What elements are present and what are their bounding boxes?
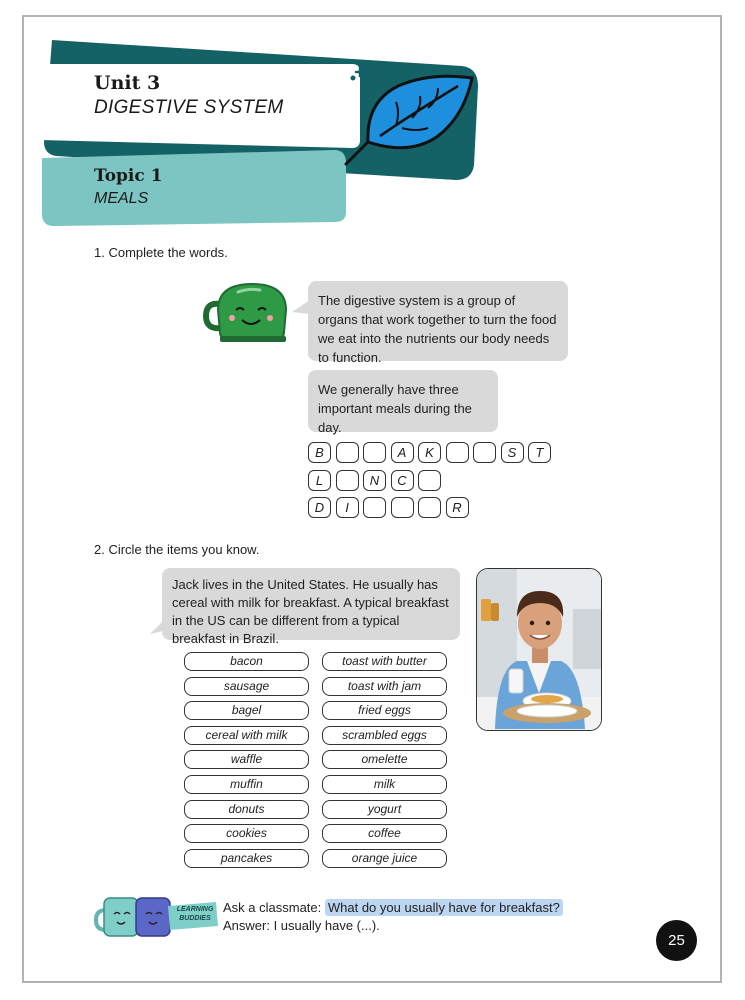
food-item[interactable]: cereal with milk: [184, 726, 309, 745]
topic-subtitle: MEALS: [94, 190, 149, 207]
food-item[interactable]: toast with butter: [322, 652, 447, 671]
word-puzzle: [308, 442, 568, 522]
answer-line: Answer: I usually have (...).: [223, 918, 380, 933]
speech-bubble-digestive: The digestive system is a group of organs that work together to turn the food we eat into the nutrients our body needs to function.: [308, 281, 568, 361]
letter-box: I: [336, 497, 359, 518]
letter-box-empty[interactable]: [418, 497, 441, 518]
topic-title: Topic 1: [94, 166, 163, 186]
food-item[interactable]: cookies: [184, 824, 309, 843]
food-item[interactable]: donuts: [184, 800, 309, 819]
food-item[interactable]: bacon: [184, 652, 309, 671]
letter-box: N: [363, 470, 386, 491]
letter-box: B: [308, 442, 331, 463]
ask-question: What do you usually have for breakfast?: [325, 899, 563, 916]
food-item[interactable]: fried eggs: [322, 701, 447, 720]
letter-box: L: [308, 470, 331, 491]
badge-line-1: LEARNING: [176, 906, 214, 913]
food-items-list: [184, 652, 449, 872]
food-item[interactable]: muffin: [184, 775, 309, 794]
cup-mascot-icon: [198, 280, 298, 346]
ask-prefix: Ask a classmate:: [223, 900, 325, 915]
page-number: 25: [656, 920, 697, 961]
letter-box-empty[interactable]: [418, 470, 441, 491]
food-item[interactable]: coffee: [322, 824, 447, 843]
boy-breakfast-photo: [476, 568, 602, 731]
letter-box: S: [501, 442, 524, 463]
letter-box: T: [528, 442, 551, 463]
unit-subtitle: DIGESTIVE SYSTEM: [94, 97, 284, 118]
letter-box-empty[interactable]: [446, 442, 469, 463]
food-item[interactable]: omelette: [322, 750, 447, 769]
speech-bubble-jack: Jack lives in the United States. He usually has cereal with milk for breakfast. A typical breakfast in the US can be different from a typical breakfast in Brazil.: [162, 568, 460, 640]
letter-box: K: [418, 442, 441, 463]
food-item[interactable]: orange juice: [322, 849, 447, 868]
leaf-icon: [340, 64, 480, 174]
food-item[interactable]: yogurt: [322, 800, 447, 819]
exercise2-instruction: 2. Circle the items you know.: [94, 542, 260, 557]
letter-box-empty[interactable]: [336, 442, 359, 463]
food-item[interactable]: pancakes: [184, 849, 309, 868]
food-item[interactable]: scrambled eggs: [322, 726, 447, 745]
letter-box-empty[interactable]: [391, 497, 414, 518]
food-item[interactable]: bagel: [184, 701, 309, 720]
letter-box-empty[interactable]: [363, 497, 386, 518]
badge-line-2: BUDDIES: [179, 915, 211, 922]
light-teal-topic-banner: [42, 150, 346, 226]
food-item[interactable]: milk: [322, 775, 447, 794]
letter-box: A: [391, 442, 414, 463]
food-item[interactable]: waffle: [184, 750, 309, 769]
ask-classmate-line: [223, 900, 563, 915]
letter-box-empty[interactable]: [473, 442, 496, 463]
letter-box: R: [446, 497, 469, 518]
exercise1-instruction: 1. Complete the words.: [94, 245, 228, 260]
letter-box: C: [391, 470, 414, 491]
learning-buddies-badge: [172, 905, 218, 923]
letter-box: D: [308, 497, 331, 518]
food-item[interactable]: toast with jam: [322, 677, 447, 696]
unit-title: Unit 3: [94, 72, 161, 94]
letter-box-empty[interactable]: [336, 470, 359, 491]
food-item[interactable]: sausage: [184, 677, 309, 696]
speech-bubble-meals: We generally have three important meals during the day.: [308, 370, 498, 432]
letter-box-empty[interactable]: [363, 442, 386, 463]
